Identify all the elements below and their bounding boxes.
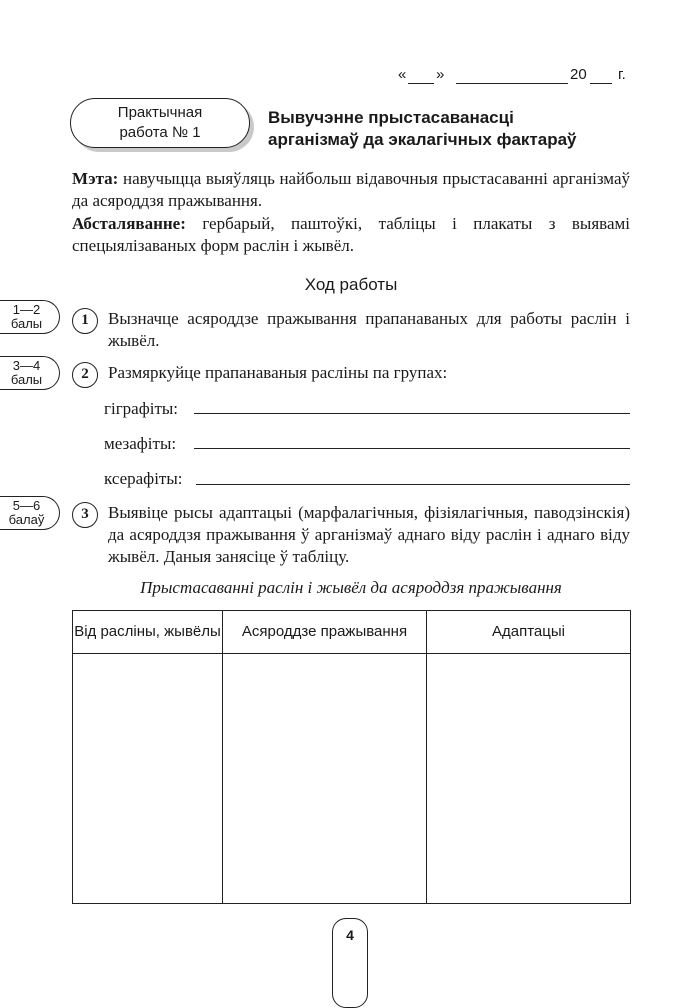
points-range: 1—2 <box>12 302 41 317</box>
hygrophytes-answer-line[interactable] <box>194 413 630 414</box>
points-range: 3—4 <box>12 358 41 373</box>
column-header-habitat: Асяроддзе пражывання <box>223 611 427 654</box>
task-2-text: Размяркуйце прапанаваныя расліны па групах: <box>108 363 448 382</box>
page-number: 4 <box>332 918 368 1008</box>
habitat-cell[interactable] <box>223 654 427 904</box>
points-unit: балы <box>10 372 43 387</box>
equipment-text: гербарый, паштоўкі, табліцы і плакаты з выявамі спецыялізаваных форм раслін і жывёл. <box>72 214 631 255</box>
goal-paragraph <box>72 168 630 212</box>
date-year-blank[interactable] <box>590 83 612 84</box>
points-badge-2 <box>0 356 60 390</box>
task-1-text: Вызначце асяроддзе пражывання прапанаваных для работы раслін і жывёл. <box>108 309 630 350</box>
goal-label: Мэта: <box>72 169 119 188</box>
column-header-species: Від расліны, жывёлы <box>73 611 223 654</box>
species-cell[interactable] <box>73 654 223 904</box>
points-badge-3 <box>0 496 60 530</box>
points-unit: балы <box>10 316 43 331</box>
date-line <box>398 66 638 88</box>
table-header-row <box>73 611 631 654</box>
title-line-1: Вывучэнне прыстасаванасці <box>268 108 514 127</box>
table-row <box>73 654 631 904</box>
adaptations-table <box>72 610 631 904</box>
task-3-text: Выявіце рысы адаптацыі (марфалагічныя, фізіялагічныя, паводзінскія) да асяроддзя пражывання ў арганізмаў аднаго віду раслін і аднаго віду жывёл. Даныя занясіце ў табліцу. <box>108 503 630 566</box>
table-caption: Прыстасаванні раслін і жывёл да асяроддзя пражывання <box>140 578 562 597</box>
procedure-heading: Ход работы <box>304 275 398 294</box>
badge-line-1: Практычная <box>117 104 203 121</box>
date-year-suffix: г. <box>618 66 626 83</box>
date-day-blank[interactable] <box>408 83 434 84</box>
points-range: 5—6 <box>12 498 41 513</box>
points-badge-1 <box>0 300 60 334</box>
date-close-quote: » <box>436 66 445 83</box>
xerophytes-answer-line[interactable] <box>196 484 630 485</box>
task-number-3: 3 <box>72 502 98 528</box>
date-year-prefix: 20 <box>570 66 587 83</box>
mesophytes-label: мезафіты: <box>104 434 177 453</box>
goal-text: навучыцца выяўляць найбольш відавочныя прыстасаванні арганізмаў да асяроддзя пражывання. <box>72 169 630 210</box>
task-number-2: 2 <box>72 362 98 388</box>
mesophytes-answer-line[interactable] <box>194 448 630 449</box>
date-month-blank[interactable] <box>456 83 568 84</box>
points-unit: балаў <box>8 512 45 527</box>
adaptations-cell[interactable] <box>427 654 631 904</box>
column-header-adaptations: Адаптацыі <box>427 611 631 654</box>
equipment-label: Абсталяванне: <box>72 214 186 233</box>
hygrophytes-label: гіграфіты: <box>104 399 179 418</box>
page-title <box>268 107 628 151</box>
practical-work-badge <box>70 98 250 148</box>
badge-line-2: работа № 1 <box>119 124 201 141</box>
task-number-1: 1 <box>72 308 98 334</box>
equipment-paragraph <box>72 213 630 257</box>
xerophytes-label: ксерафіты: <box>104 469 183 488</box>
date-open-quote: « <box>398 66 407 83</box>
title-line-2: арганізмаў да экалагічных фактараў <box>268 130 577 149</box>
